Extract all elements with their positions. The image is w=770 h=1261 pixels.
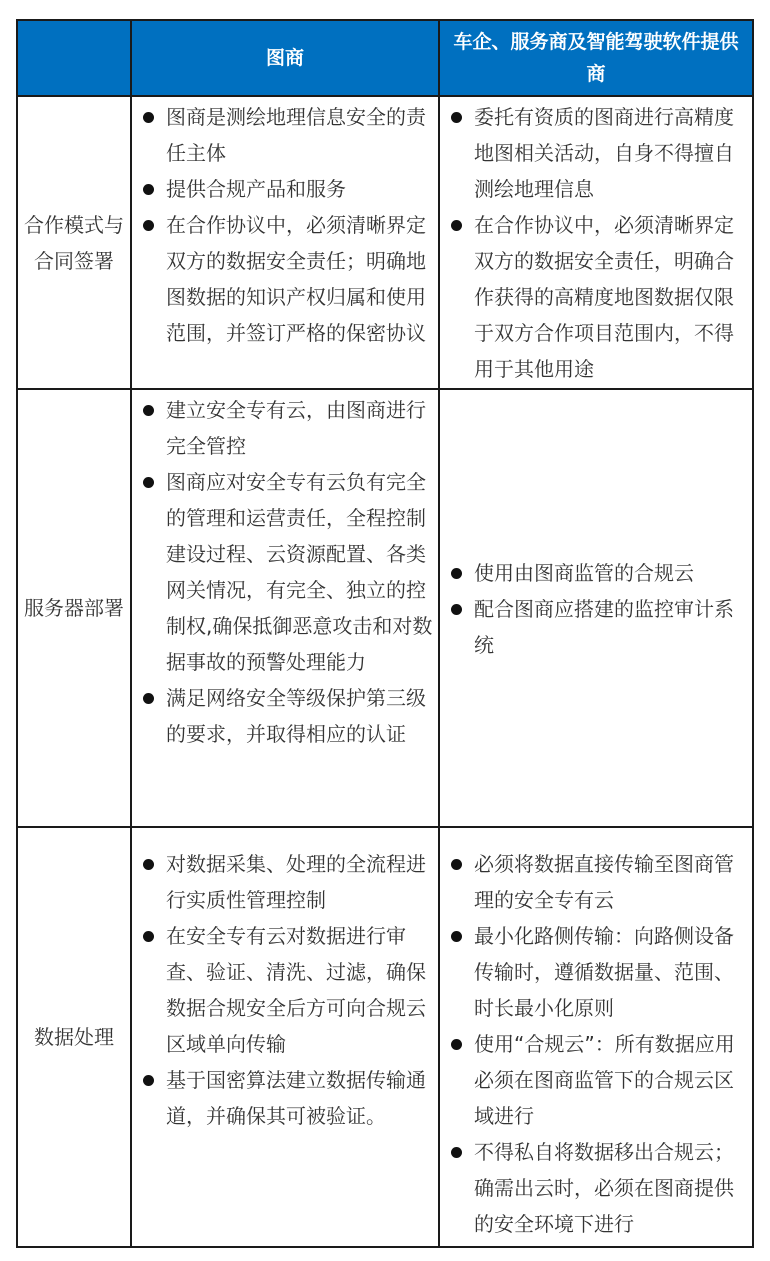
list-item: 在合作协议中，必须清晰界定双方的数据安全责任，明确合作获得的高精度地图数据仅限于双方合作项目范围内，不得用于其他用途 [448,207,748,387]
header-partners: 车企、服务商及智能驾驶软件提供商 [439,20,753,96]
list-item: 建立安全专有云，由图商进行完全管控 [140,392,434,464]
mapmaker-cell [131,389,439,827]
mapmaker-cell [131,827,439,1247]
list-item: 在安全专有云对数据进行审查、验证、清洗、过滤，确保数据合规安全后方可向合规云区域单向传输 [140,918,434,1062]
list-item: 基于国密算法建立数据传输通道，并确保其可被验证。 [140,1062,434,1134]
list-item: 满足网络安全等级保护第三级的要求，并取得相应的认证 [140,680,434,752]
partners-cell [439,96,753,389]
row-label: 合作模式与合同签署 [17,96,131,389]
list-item: 图商是测绘地理信息安全的责任主体 [140,99,434,171]
list-item: 提供合规产品和服务 [140,171,434,207]
row-label: 数据处理 [17,827,131,1247]
list-item: 在合作协议中，必须清晰界定双方的数据安全责任；明确地图数据的知识产权归属和使用范围，并签订严格的保密协议 [140,207,434,351]
header-corner [17,20,131,96]
list-item: 使用由图商监管的合规云 [448,555,748,591]
list-item: 图商应对安全专有云负有完全的管理和运营责任，全程控制建设过程、云资源配置、各类网关情况，有完全、独立的控制权,确保抵御恶意攻击和对数据事故的预警处理能力 [140,464,434,680]
list-item: 使用“合规云”：所有数据应用必须在图商监管下的合规云区域进行 [448,1026,748,1134]
list-item: 不得私自将数据移出合规云；确需出云时，必须在图商提供的安全环境下进行 [448,1134,748,1242]
list-item: 委托有资质的图商进行高精度地图相关活动，自身不得擅自测绘地理信息 [448,99,748,207]
mapmaker-cell [131,96,439,389]
list-item: 配合图商应搭建的监控审计系统 [448,591,748,663]
header-mapmaker: 图商 [131,20,439,96]
list-item: 最小化路侧传输：向路侧设备传输时，遵循数据量、范围、时长最小化原则 [448,918,748,1026]
list-item: 对数据采集、处理的全流程进行实质性管理控制 [140,846,434,918]
partners-cell [439,389,753,827]
comparison-table [16,19,754,1248]
table-row-data-processing [17,827,753,1247]
row-label: 服务器部署 [17,389,131,827]
list-item: 必须将数据直接传输至图商管理的安全专有云 [448,846,748,918]
table-row-cooperation [17,96,753,389]
partners-cell [439,827,753,1247]
table-row-server [17,389,753,827]
header-row [17,20,753,96]
